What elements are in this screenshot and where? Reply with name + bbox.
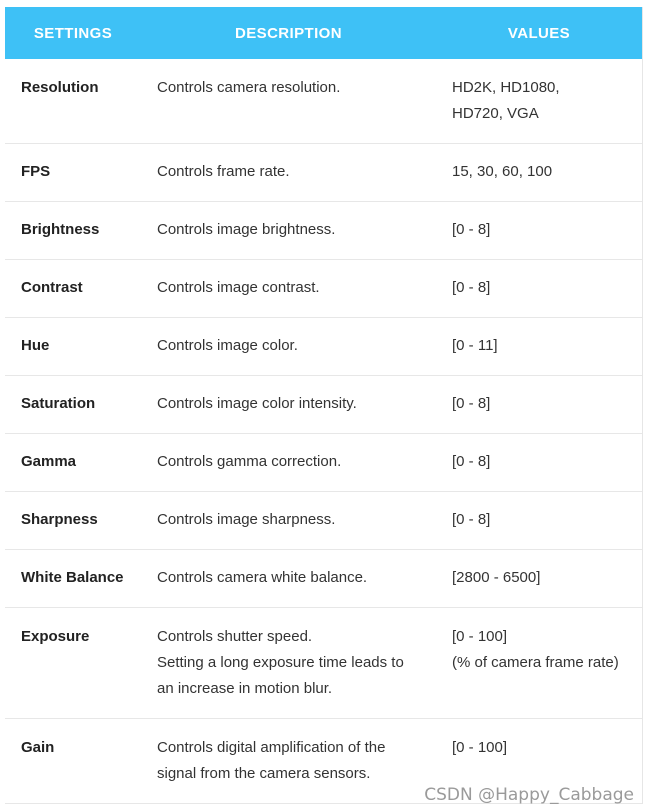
setting-values [436, 376, 642, 434]
setting-name: Resolution [5, 59, 141, 144]
values-line: (% of camera frame rate) [452, 654, 619, 671]
setting-values [436, 59, 642, 144]
values-line: [0 - 8] [452, 511, 491, 528]
setting-name: Hue [5, 318, 141, 376]
setting-values [436, 434, 642, 492]
setting-values [436, 144, 642, 202]
setting-name: Contrast [5, 260, 141, 318]
setting-description [141, 144, 436, 202]
description-line: Controls frame rate. [157, 163, 290, 180]
setting-description [141, 492, 436, 550]
values-line: [0 - 100] [452, 628, 508, 645]
setting-name: Gamma [5, 434, 141, 492]
setting-name: FPS [5, 144, 141, 202]
table-row [5, 59, 642, 144]
values-line: HD720, VGA [452, 105, 539, 122]
table-body [5, 59, 642, 804]
values-line: [0 - 8] [452, 395, 491, 412]
values-line: HD2K, HD1080, [452, 79, 560, 96]
setting-description [141, 550, 436, 608]
description-line: Controls image color. [157, 337, 298, 354]
table-row [5, 144, 642, 202]
setting-description [141, 202, 436, 260]
description-line: Controls image contrast. [157, 279, 320, 296]
values-line: [2800 - 6500] [452, 569, 541, 586]
description-line: Controls gamma correction. [157, 453, 342, 470]
description-line: signal from the camera sensors. [157, 765, 371, 782]
table-row [5, 260, 642, 318]
setting-values [436, 260, 642, 318]
setting-values [436, 202, 642, 260]
description-line: Controls image sharpness. [157, 511, 336, 528]
table-row [5, 202, 642, 260]
description-line: Controls camera resolution. [157, 79, 341, 96]
description-line: Controls camera white balance. [157, 569, 368, 586]
values-line: [0 - 8] [452, 279, 491, 296]
table-row [5, 376, 642, 434]
description-line: Controls image color intensity. [157, 395, 357, 412]
setting-values [436, 318, 642, 376]
setting-description [141, 376, 436, 434]
setting-name: Brightness [5, 202, 141, 260]
values-line: 15, 30, 60, 100 [452, 163, 553, 180]
setting-name: Exposure [5, 608, 141, 719]
setting-description [141, 719, 436, 804]
description-line: Controls shutter speed. [157, 628, 313, 645]
values-line: [0 - 100] [452, 739, 508, 756]
setting-values [436, 608, 642, 719]
values-line: [0 - 8] [452, 453, 491, 470]
table-row [5, 550, 642, 608]
header-settings: SETTINGS [5, 7, 141, 59]
values-line: [0 - 8] [452, 221, 491, 238]
setting-name: Saturation [5, 376, 141, 434]
setting-name: Gain [5, 719, 141, 804]
table-header-row [5, 7, 642, 59]
watermark: CSDN @Happy_Cabbage [424, 785, 634, 805]
setting-description [141, 318, 436, 376]
description-line: an increase in motion blur. [157, 680, 333, 697]
values-line: [0 - 11] [452, 337, 498, 354]
setting-name: Sharpness [5, 492, 141, 550]
table-row [5, 492, 642, 550]
settings-table [5, 7, 642, 804]
setting-values [436, 550, 642, 608]
description-line: Controls image brightness. [157, 221, 336, 238]
setting-description [141, 260, 436, 318]
description-line: Controls digital amplification of the [157, 739, 386, 756]
table-row [5, 318, 642, 376]
setting-values [436, 492, 642, 550]
table-row [5, 608, 642, 719]
description-line: Setting a long exposure time leads to [157, 654, 404, 671]
setting-description [141, 608, 436, 719]
table-row [5, 434, 642, 492]
setting-description [141, 59, 436, 144]
header-description: DESCRIPTION [141, 7, 436, 59]
setting-name: White Balance [5, 550, 141, 608]
settings-table-container [5, 7, 643, 804]
header-values: VALUES [436, 7, 642, 59]
setting-description [141, 434, 436, 492]
